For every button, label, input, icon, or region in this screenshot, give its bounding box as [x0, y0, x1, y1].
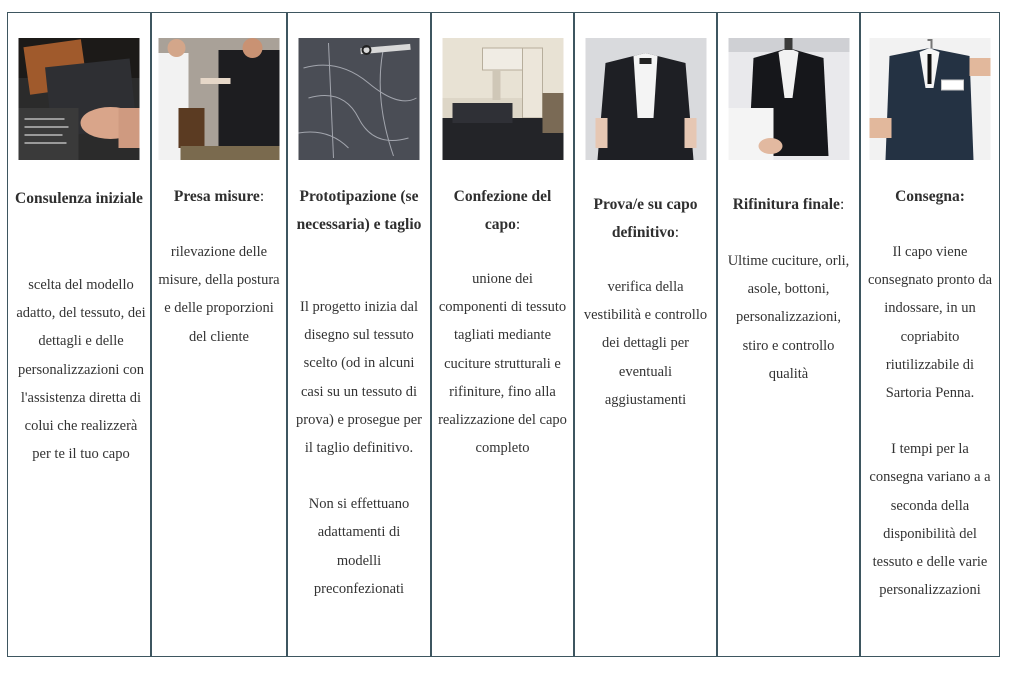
step-description [294, 293, 424, 603]
process-table [7, 12, 1000, 657]
step-paragraph: Il capo viene consegnato pronto da indossare, in un copriabito riutilizzabile di Sartoria Penna. [867, 244, 993, 402]
step-description [581, 273, 710, 414]
step-paragraph: Non si effettuano adattamenti di modelli preconfezionati [308, 496, 410, 597]
step-title [14, 185, 144, 213]
step-paragraph: rilevazione delle misure, della postura e delle proporzioni del cliente [158, 244, 280, 345]
step-title [158, 183, 280, 211]
sewing-machine-photo [442, 38, 563, 160]
step-paragraph: unione dei componenti di tessuto tagliati mediante cuciture strutturali e rifiniture, fino alla realizzazione del capo completo [438, 271, 567, 457]
step-title [438, 183, 567, 239]
consultation-photo [19, 38, 140, 160]
step-title-bold: Presa misure [173, 188, 260, 205]
step-description [158, 238, 280, 351]
step-title-bold: Consegna: [895, 188, 965, 205]
step-paragraph: I tempi per la consegna variano a a seconda della disponibilità del tessuto e delle varie personalizzazioni [869, 441, 991, 599]
measurement-photo [159, 38, 280, 160]
step-title [294, 183, 424, 239]
step-column-rifinitura [716, 13, 859, 656]
step-title-bold: Confezione del capo [453, 188, 552, 233]
step-description [438, 265, 567, 462]
step-title-suffix: : [674, 224, 680, 241]
step-title [724, 191, 853, 219]
step-column-prova [573, 13, 716, 656]
delivery-photo [870, 38, 991, 160]
step-title-bold: Prova/e su capo definitivo [593, 196, 698, 241]
step-column-consulenza [8, 13, 150, 656]
step-title-bold: Consulenza iniziale [15, 190, 143, 207]
step-column-consegna [859, 13, 999, 656]
step-title-suffix: : [515, 216, 521, 233]
step-title [867, 183, 993, 211]
step-paragraph: scelta del modello adatto, del tessuto, dei dettagli e delle personalizzazioni con l'assistenza diretta di colui che realizzerà per te il tuo capo [16, 277, 146, 463]
finishing-photo [728, 38, 849, 160]
step-title [581, 191, 710, 247]
step-description [16, 271, 146, 468]
step-title-suffix: : [839, 196, 845, 213]
step-title-bold: Rifinitura finale [732, 196, 840, 213]
step-title-bold: Prototipazione (se necessaria) e taglio [296, 188, 422, 233]
step-paragraph: Ultime cuciture, orli, asole, bottoni, personalizzazioni, stiro e controllo qualità [727, 253, 850, 382]
fitting-photo [585, 38, 706, 160]
step-column-presa-misure [150, 13, 286, 656]
step-description [724, 247, 853, 388]
pattern-cutting-photo [299, 38, 420, 160]
step-description [867, 238, 993, 604]
step-paragraph: Il progetto inizia dal disegno sul tessuto scelto (od in alcuni casi su un tessuto di prova) e prosegue per il taglio definitivo. [295, 299, 422, 457]
step-column-confezione [430, 13, 573, 656]
step-column-prototipazione [286, 13, 430, 656]
step-title-suffix: : [259, 188, 265, 205]
step-paragraph: verifica della vestibilità e controllo dei dettagli per eventuali aggiustamenti [583, 279, 708, 408]
